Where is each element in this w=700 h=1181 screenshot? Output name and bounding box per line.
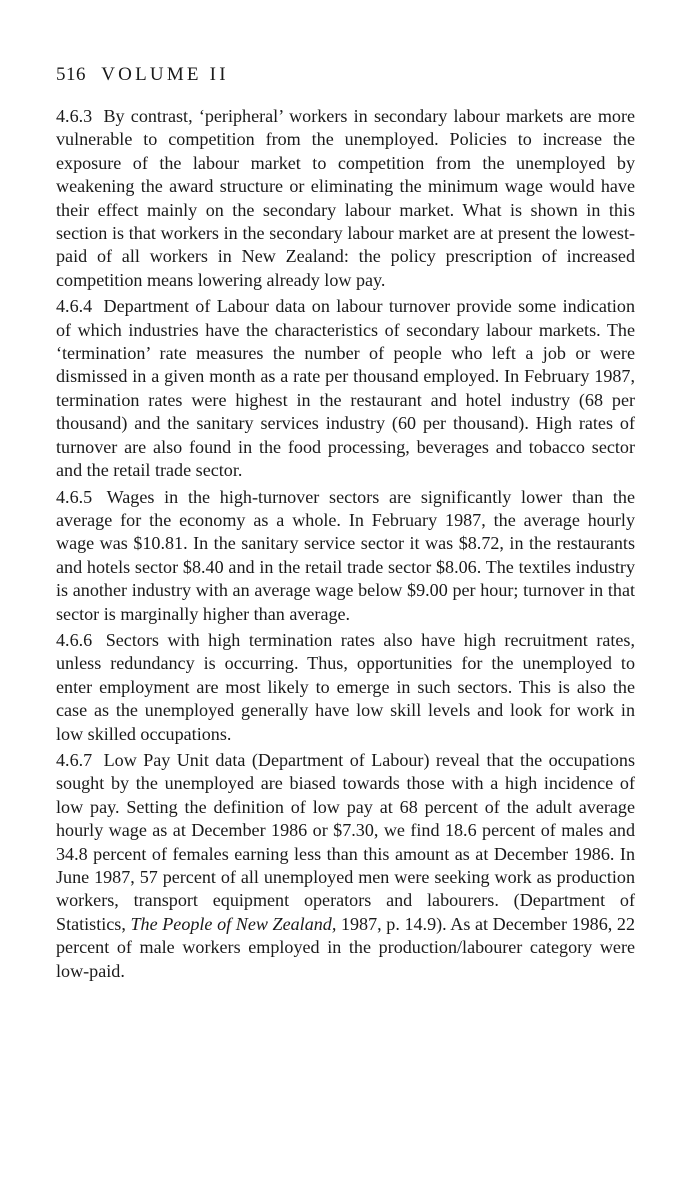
publication-title: The People of New Zealand, — [130, 913, 337, 934]
paragraph-text: Department of Labour data on labour turnover provide some indication of which industries have the characteristics of secondary labour markets. The ‘termination’ rate measures the number of people who left a job or were dismissed in a given month as a rate per thousand employed. In February 1987, termination rates were highest in the restaurant and hotel industry (68 per thousand) and the sanitary services industry (60 per thousand). High rates of turnover are also found in the food processing, beverages and tobacco sector and the retail trade sector. — [56, 296, 635, 481]
paragraph-number: 4.6.7 — [56, 749, 93, 770]
volume-label: VOLUME II — [101, 64, 229, 85]
page-number: 516 — [56, 64, 86, 85]
paragraph-4-6-7 — [56, 749, 635, 983]
paragraph-4-6-3 — [56, 105, 635, 292]
paragraph-4-6-6 — [56, 629, 635, 746]
paragraph-number: 4.6.4 — [56, 296, 93, 317]
paragraph-text-before-title: Low Pay Unit data (Department of Labour) reveal that the occupations sought by the unemployed are biased towards those with a high incidence of low pay. Setting the definition of low pay at 68 percent of the adult average hourly wage as at December 1986 or $7.30, we find 18.6 percent of males and 34.8 percent of females earning less than this amount as at December 1986. In June 1987, 57 percent of all unemployed men were seeking work as production workers, transport equipment operators and labourers. (Department of Statistics, — [56, 749, 635, 934]
paragraph-4-6-4 — [56, 295, 635, 482]
running-head — [56, 62, 635, 88]
paragraph-text-after-title: 1987, p. 14.9). As at December 1986, 22 percent of male workers employed in the production/labourer category were low-paid. — [56, 913, 636, 981]
paragraph-number: 4.6.6 — [56, 629, 93, 650]
paragraph-number: 4.6.3 — [56, 106, 93, 126]
paragraph-number: 4.6.5 — [56, 486, 93, 507]
document-page — [56, 62, 635, 986]
paragraph-text: Sectors with high termination rates also have high recruitment rates, unless redundancy is occurring. Thus, opportunities for the unemployed to enter employment are most likely to emerge in such sectors. This is also the case as the unemployed generally have low skill levels and look for work in low skilled occupations. — [56, 629, 635, 744]
paragraph-text: By contrast, ‘peripheral’ workers in secondary labour markets are more vulnerable to competition from the unemployed. Policies to increase the exposure of the labour market to competition from the unemployed by weakening the award structure or eliminating the minimum wage would have their effect mainly on the secondary labour market. What is shown in this section is that workers in the secondary labour market are at present the lowest-paid of all workers in New Zealand: the policy prescription of increased competition means lowering already low pay. — [56, 106, 636, 290]
paragraph-text: Wages in the high-turnover sectors are significantly lower than the average for the economy as a whole. In February 1987, the average hourly wage was $10.81. In the sanitary service sector it was $8.72, in the restaurants and hotels sector $8.40 and in the retail trade sector $8.06. The textiles industry is another industry with an average wage below $9.00 per hour; turnover in that sector is marginally higher than average. — [56, 486, 635, 624]
paragraph-4-6-5 — [56, 486, 635, 626]
